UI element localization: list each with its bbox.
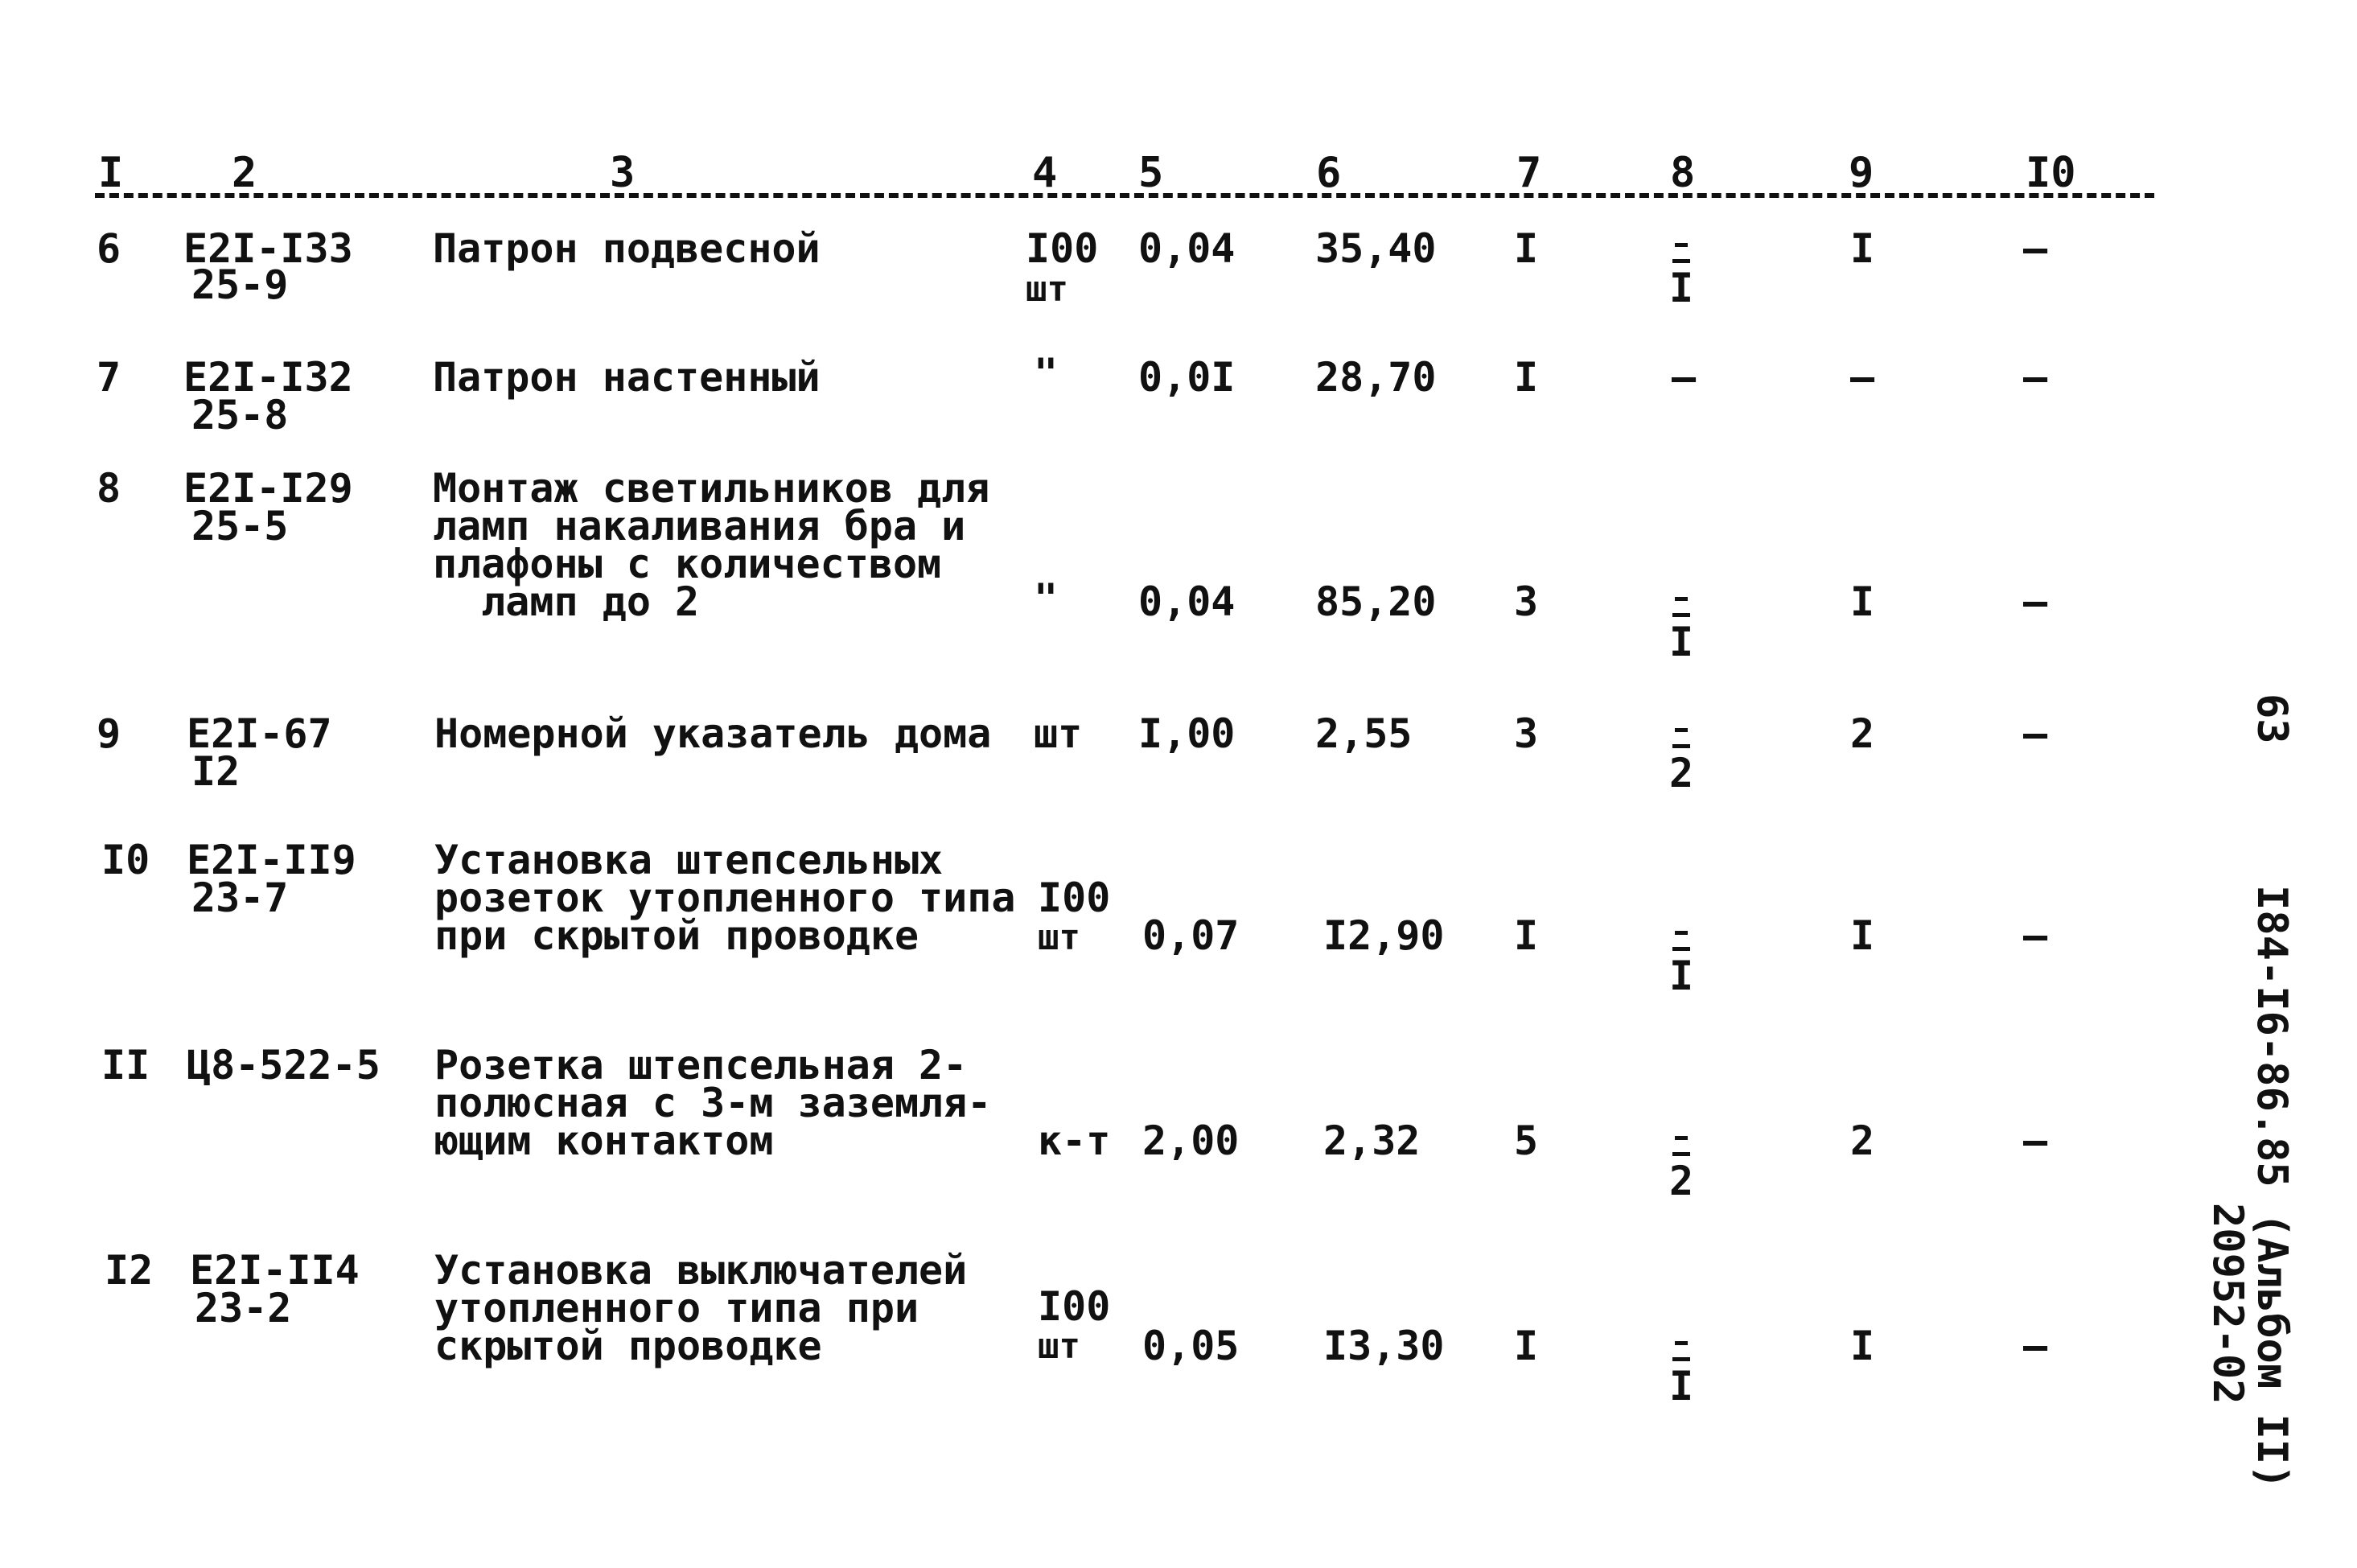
row-name-line: Патрон подвесной xyxy=(433,225,821,272)
header-rule xyxy=(95,193,2154,198)
row-unit: шт xyxy=(1034,710,1083,757)
row-name-line: утопленного типа при xyxy=(434,1285,919,1331)
row-qty: 0,07 xyxy=(1142,912,1240,959)
fraction-numerator xyxy=(1657,1340,1705,1352)
fraction-numerator xyxy=(1657,726,1705,739)
row-col9: 2 xyxy=(1850,710,1875,757)
row-code: Ц8-522-5 xyxy=(187,1042,380,1089)
col-header-10: I0 xyxy=(2026,149,2076,197)
row-col8-fraction xyxy=(1657,595,1705,665)
fraction-denominator: I xyxy=(1668,953,1694,999)
fraction-bar xyxy=(1672,744,1690,748)
row-name-line: плафоны с количеством xyxy=(433,541,942,587)
document-reference: I84-I6-86.85 (Альбом II) xyxy=(2248,885,2296,1490)
row-col10: – xyxy=(2023,912,2048,959)
col-header-8: 8 xyxy=(1670,149,1696,197)
fraction-numerator xyxy=(1657,595,1705,608)
row-col8-fraction xyxy=(1657,1134,1705,1204)
row-name-line: ламп до 2 xyxy=(433,578,700,625)
archive-stamp: 20952-02 xyxy=(2203,1203,2252,1405)
row-col8-fraction xyxy=(1657,1340,1705,1410)
row-code-sub: 23-2 xyxy=(195,1285,292,1331)
row-price: 85,20 xyxy=(1315,578,1437,625)
row-code-sub: 23-7 xyxy=(191,875,289,921)
row-qty: I,00 xyxy=(1138,710,1236,757)
fraction-numerator xyxy=(1657,1134,1705,1147)
row-qty: 2,00 xyxy=(1142,1117,1240,1164)
row-name-line: Номерной указатель дома xyxy=(434,710,992,757)
row-number: 7 xyxy=(97,354,121,401)
row-col10: – xyxy=(2023,710,2048,757)
fraction-denominator: 2 xyxy=(1668,1158,1694,1204)
fraction-denominator: 2 xyxy=(1668,750,1694,796)
row-name-line: Патрон настенный xyxy=(433,354,821,401)
row-col7: 3 xyxy=(1514,710,1539,757)
row-col9: I xyxy=(1850,912,1875,959)
row-code-sub: 25-8 xyxy=(191,392,289,438)
row-number: 6 xyxy=(97,225,121,272)
row-col10: – xyxy=(2023,1117,2048,1164)
row-name-line: при скрытой проводке xyxy=(434,912,919,959)
col-header-2: 2 xyxy=(232,149,257,197)
col-header-9: 9 xyxy=(1849,149,1874,197)
row-name-line: ющим контактом xyxy=(434,1117,774,1164)
row-price: I3,30 xyxy=(1323,1323,1445,1369)
row-unit: к-т xyxy=(1038,1117,1111,1164)
fraction-bar xyxy=(1672,947,1690,951)
row-code-sub: I2 xyxy=(191,748,241,795)
page-number: 63 xyxy=(2248,693,2296,744)
fraction-numerator xyxy=(1657,241,1705,254)
row-code: Е2I-II9 xyxy=(187,837,356,883)
row-code: Е2I-67 xyxy=(187,710,332,757)
row-name-line: Установка выключателей xyxy=(434,1247,968,1294)
col-header-3: 3 xyxy=(610,149,636,197)
row-col10: – xyxy=(2023,225,2048,272)
row-code: Е2I-II4 xyxy=(190,1247,360,1294)
row-name-line: полюсная с 3-м заземля- xyxy=(434,1080,992,1126)
fraction-denominator: I xyxy=(1668,265,1694,311)
row-col8-fraction xyxy=(1657,241,1705,311)
col-header-1: I xyxy=(98,149,124,197)
row-unit: I00 xyxy=(1038,875,1111,921)
row-col7: I xyxy=(1514,1323,1539,1369)
col-header-5: 5 xyxy=(1138,149,1164,197)
row-col7: 5 xyxy=(1514,1117,1539,1164)
row-col7: 3 xyxy=(1514,578,1539,625)
row-col9: 2 xyxy=(1850,1117,1875,1164)
row-number: I0 xyxy=(101,837,150,883)
row-col10: – xyxy=(2023,354,2048,401)
row-unit-sub: шт xyxy=(1038,1326,1080,1367)
row-price: I2,90 xyxy=(1323,912,1445,959)
row-col7: I xyxy=(1514,225,1539,272)
row-qty: 0,04 xyxy=(1138,225,1236,272)
row-number: 9 xyxy=(97,710,121,757)
fraction-bar xyxy=(1672,1357,1690,1361)
row-code-sub: 25-9 xyxy=(191,261,289,308)
fraction-denominator: I xyxy=(1668,619,1694,665)
row-col8-fraction xyxy=(1657,726,1705,796)
row-price: 35,40 xyxy=(1315,225,1437,272)
row-qty: 0,04 xyxy=(1138,578,1236,625)
row-name-line: Установка штепсельных xyxy=(434,837,944,883)
row-price: 2,32 xyxy=(1323,1117,1421,1164)
col-header-6: 6 xyxy=(1316,149,1342,197)
row-col10: – xyxy=(2023,1323,2048,1369)
row-col10: – xyxy=(2023,578,2048,625)
row-unit-sub: шт xyxy=(1026,269,1068,310)
row-name-line: розеток утопленного типа xyxy=(434,875,1016,921)
fraction-bar xyxy=(1672,1152,1690,1156)
fraction-numerator xyxy=(1657,929,1705,942)
row-unit: I00 xyxy=(1038,1283,1111,1330)
row-col9: I xyxy=(1850,225,1875,272)
row-number: I2 xyxy=(105,1247,154,1294)
row-code: Е2I-I33 xyxy=(183,225,353,272)
row-code: Е2I-I32 xyxy=(183,354,353,401)
row-col8-fraction xyxy=(1657,929,1705,999)
fraction-denominator: I xyxy=(1668,1363,1694,1410)
row-col9: I xyxy=(1850,578,1875,625)
row-unit-sub: шт xyxy=(1038,917,1080,958)
row-name-line: Монтаж светильников для xyxy=(433,465,990,512)
row-code: Е2I-I29 xyxy=(183,465,353,512)
row-col8: – xyxy=(1672,354,1697,401)
row-price: 2,55 xyxy=(1315,710,1413,757)
row-name-line: ламп накаливания бра и xyxy=(433,503,966,549)
row-col9: I xyxy=(1850,1323,1875,1369)
row-number: 8 xyxy=(97,465,121,512)
row-name-line: Розетка штепсельная 2- xyxy=(434,1042,968,1089)
row-qty: 0,05 xyxy=(1142,1323,1240,1369)
col-header-4: 4 xyxy=(1032,149,1058,197)
fraction-bar xyxy=(1672,613,1690,617)
row-qty: 0,0I xyxy=(1138,354,1236,401)
row-col9: – xyxy=(1850,354,1875,401)
fraction-bar xyxy=(1672,259,1690,263)
row-col7: I xyxy=(1514,912,1539,959)
row-price: 28,70 xyxy=(1315,354,1437,401)
row-col7: I xyxy=(1514,354,1539,401)
row-unit: " xyxy=(1034,350,1059,397)
col-header-7: 7 xyxy=(1516,149,1542,197)
row-unit: " xyxy=(1034,575,1059,622)
row-name-line: скрытой проводке xyxy=(434,1323,822,1369)
row-unit: I00 xyxy=(1026,225,1099,272)
row-number: II xyxy=(101,1042,150,1089)
row-code-sub: 25-5 xyxy=(191,503,289,549)
